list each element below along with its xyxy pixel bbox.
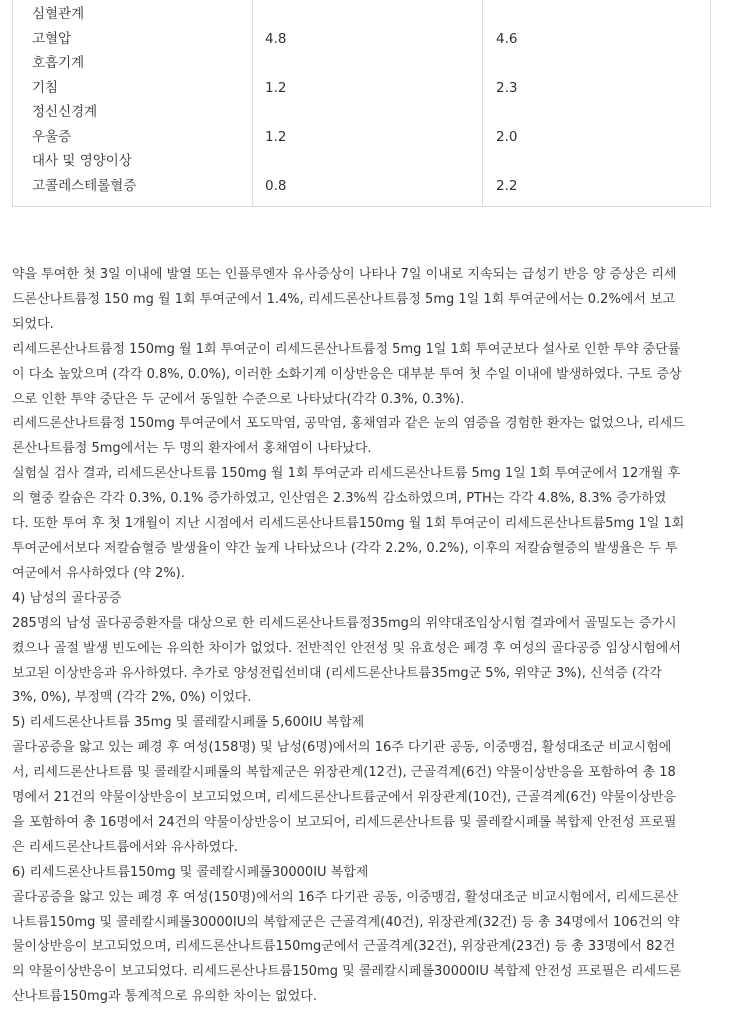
value-group-1: 0.8 [265, 178, 287, 194]
adverse-reactions-text [12, 263, 712, 1010]
text-line: 명에서 21건의 약물이상반응이 보고되었으며, 리세드론산나트륨군에서 위장관계(10건), 근골격계(6건) 약물이상반응 [12, 790, 676, 806]
text-line: 으로 인한 투약 중단은 두 군에서 동일한 수준으로 나타났다(각각 0.3%, 0.3%). [12, 391, 465, 407]
text-line: 의 약물이상반응이 보고되었다. 리세드론산나트륨150mg 및 콜레칼시페롤30000IU 복합제 안전성 프로필은 리세드론 [12, 964, 682, 980]
text-line: 이 다소 높았으며 (각각 0.8%, 0.0%), 이러한 소화기계 이상반응은 대부분 투여 첫 수일 이내에 발생하였다. 구토 증상 [12, 366, 682, 382]
row-label: 우울증 [32, 129, 72, 145]
text-line: 론산나트륨정 5mg에서는 두 명의 환자에서 홍채염이 나타났다. [12, 441, 372, 457]
row-label: 기침 [32, 80, 59, 96]
section-heading: 6) 리세드론산나트륨150mg 및 콜레칼시페롤30000IU 복합제 [12, 864, 369, 880]
text-line: 보고된 이상반응과 유사하였다. 추가로 양성전립선비대 (리세드론산나트륨35mg군 5%, 위약군 3%), 신석증 (각각 [12, 665, 662, 681]
text-line: 산나트륨150mg과 통계적으로 유의한 차이는 없었다. [12, 989, 317, 1005]
text-line: 되었다. [12, 316, 54, 332]
table-row [13, 149, 710, 174]
value-group-2: 2.0 [496, 129, 518, 145]
section-heading: 4) 남성의 골다공증 [12, 590, 122, 606]
value-group-1: 1.2 [265, 129, 287, 145]
section-heading: 5) 리세드론산나트륨 35mg 및 콜레칼시페롤 5,600IU 복합제 [12, 715, 365, 731]
text-line: 3%, 0%), 부정맥 (각각 2%, 0%) 이었다. [12, 690, 252, 706]
table-row [13, 125, 710, 150]
text-line: 285명의 남성 골다공증환자를 대상으로 한 리세드론산나트륨정35mg의 위약대조임상시험 결과에서 골밀도는 증가시 [12, 615, 677, 631]
row-label: 고혈압 [32, 31, 72, 47]
adverse-event-table [12, 0, 711, 207]
value-group-2: 2.2 [496, 178, 518, 194]
table-row [13, 76, 710, 101]
text-line: 리세드론산나트륨정 150mg 투여군에서 포도막염, 공막염, 홍채염과 같은 눈의 염증을 경험한 환자는 없었으나, 리세드 [12, 416, 685, 432]
text-line: 약을 투여한 첫 3일 이내에 발열 또는 인플루엔자 유사증상이 나타나 7일 이내로 지속되는 급성기 반응 양 증상은 리세 [12, 267, 677, 282]
text-line: 물이상반응이 보고되었으며, 리세드론산나트륨150mg군에서 근골격계(32건), 위장관계(23건) 등 총 33명에서 82건 [12, 939, 676, 955]
row-label: 대사 및 영양이상 [32, 153, 132, 169]
text-line: 을 포함하여 총 16명에서 24건의 약물이상반응이 보고되어, 리세드론산나트륨 및 콜레칼시페롤 복합제 안전성 프로필 [12, 814, 677, 830]
text-line: 다. 또한 투여 후 첫 1개월이 지난 시점에서 리세드론산나트륨150mg 월 1회 투여군이 리세드론산나트륨5mg 1일 1회 [12, 516, 685, 532]
table-row [13, 27, 710, 52]
value-group-2: 4.6 [496, 31, 518, 47]
text-line: 리세드론산나트륨정 150mg 월 1회 투여군이 리세드론산나트륨정 5mg 1일 1회 투여군보다 설사로 인한 투약 중단률 [12, 341, 681, 357]
row-label: 심혈관계 [32, 6, 85, 22]
row-label: 호흡기계 [32, 55, 85, 71]
text-line: 나트륨150mg 및 콜레칼시페롤30000IU의 복합제군은 근골격계(40건), 위장관계(32건) 등 총 34명에서 106건의 약 [12, 914, 680, 930]
text-line: 골다공증을 앓고 있는 폐경 후 여성(158명) 및 남성(6명)에서의 16주 다기관 공동, 이중맹검, 활성대조군 비교시험에 [12, 740, 672, 756]
text-line: 골다공증을 앓고 있는 폐경 후 여성(150명)에서의 16주 다기관 공동, 이중맹검, 활성대조군 비교시험에서, 리세드론산 [12, 889, 679, 905]
value-group-1: 1.2 [265, 80, 287, 96]
text-line: 투여군에서보다 저칼슘혈증 발생율이 약간 높게 나타났으나 (각각 2.2%, 0.2%), 이후의 저칼슘혈증의 발생율은 두 투 [12, 540, 678, 556]
text-line: 의 혈중 칼슘은 각각 0.3%, 0.1% 증가하였고, 인산염은 2.3%씩 감소하였으며, PTH는 각각 4.8%, 8.3% 증가하였 [12, 491, 667, 507]
text-line: 켰으나 골절 발생 빈도에는 유의한 차이가 없었다. 전반적인 안전성 및 유효성은 폐경 후 여성의 골다공증 임상시험에서 [12, 640, 681, 656]
text-line: 여군에서 유사하였다 (약 2%). [12, 565, 185, 581]
table-row [13, 174, 710, 199]
table-row [13, 2, 710, 27]
text-line: 실험실 검사 결과, 리세드론산나트륨 150mg 월 1회 투여군과 리세드론산나트륨 5mg 1일 1회 투여군에서 12개월 후 [12, 466, 681, 482]
text-line: 서, 리세드론산나트륨 및 콜레칼시페롤의 복합제군은 위장관계(12건), 근골격계(6건) 약물이상반응을 포함하여 총 18 [12, 765, 676, 781]
row-label: 정신신경계 [32, 104, 98, 120]
table-row [13, 51, 710, 76]
text-line: 은 리세드론산나트륨에서와 유사하였다. [12, 839, 238, 855]
text-line: 드론산나트륨정 150 mg 월 1회 투여군에서 1.4%, 리세드론산나트륨정 5mg 1일 1회 투여군에서는 0.2%에서 보고 [12, 291, 676, 307]
row-label: 고콜레스테롤혈증 [32, 178, 137, 194]
value-group-1: 4.8 [265, 31, 287, 47]
value-group-2: 2.3 [496, 80, 518, 96]
table-row [13, 100, 710, 125]
